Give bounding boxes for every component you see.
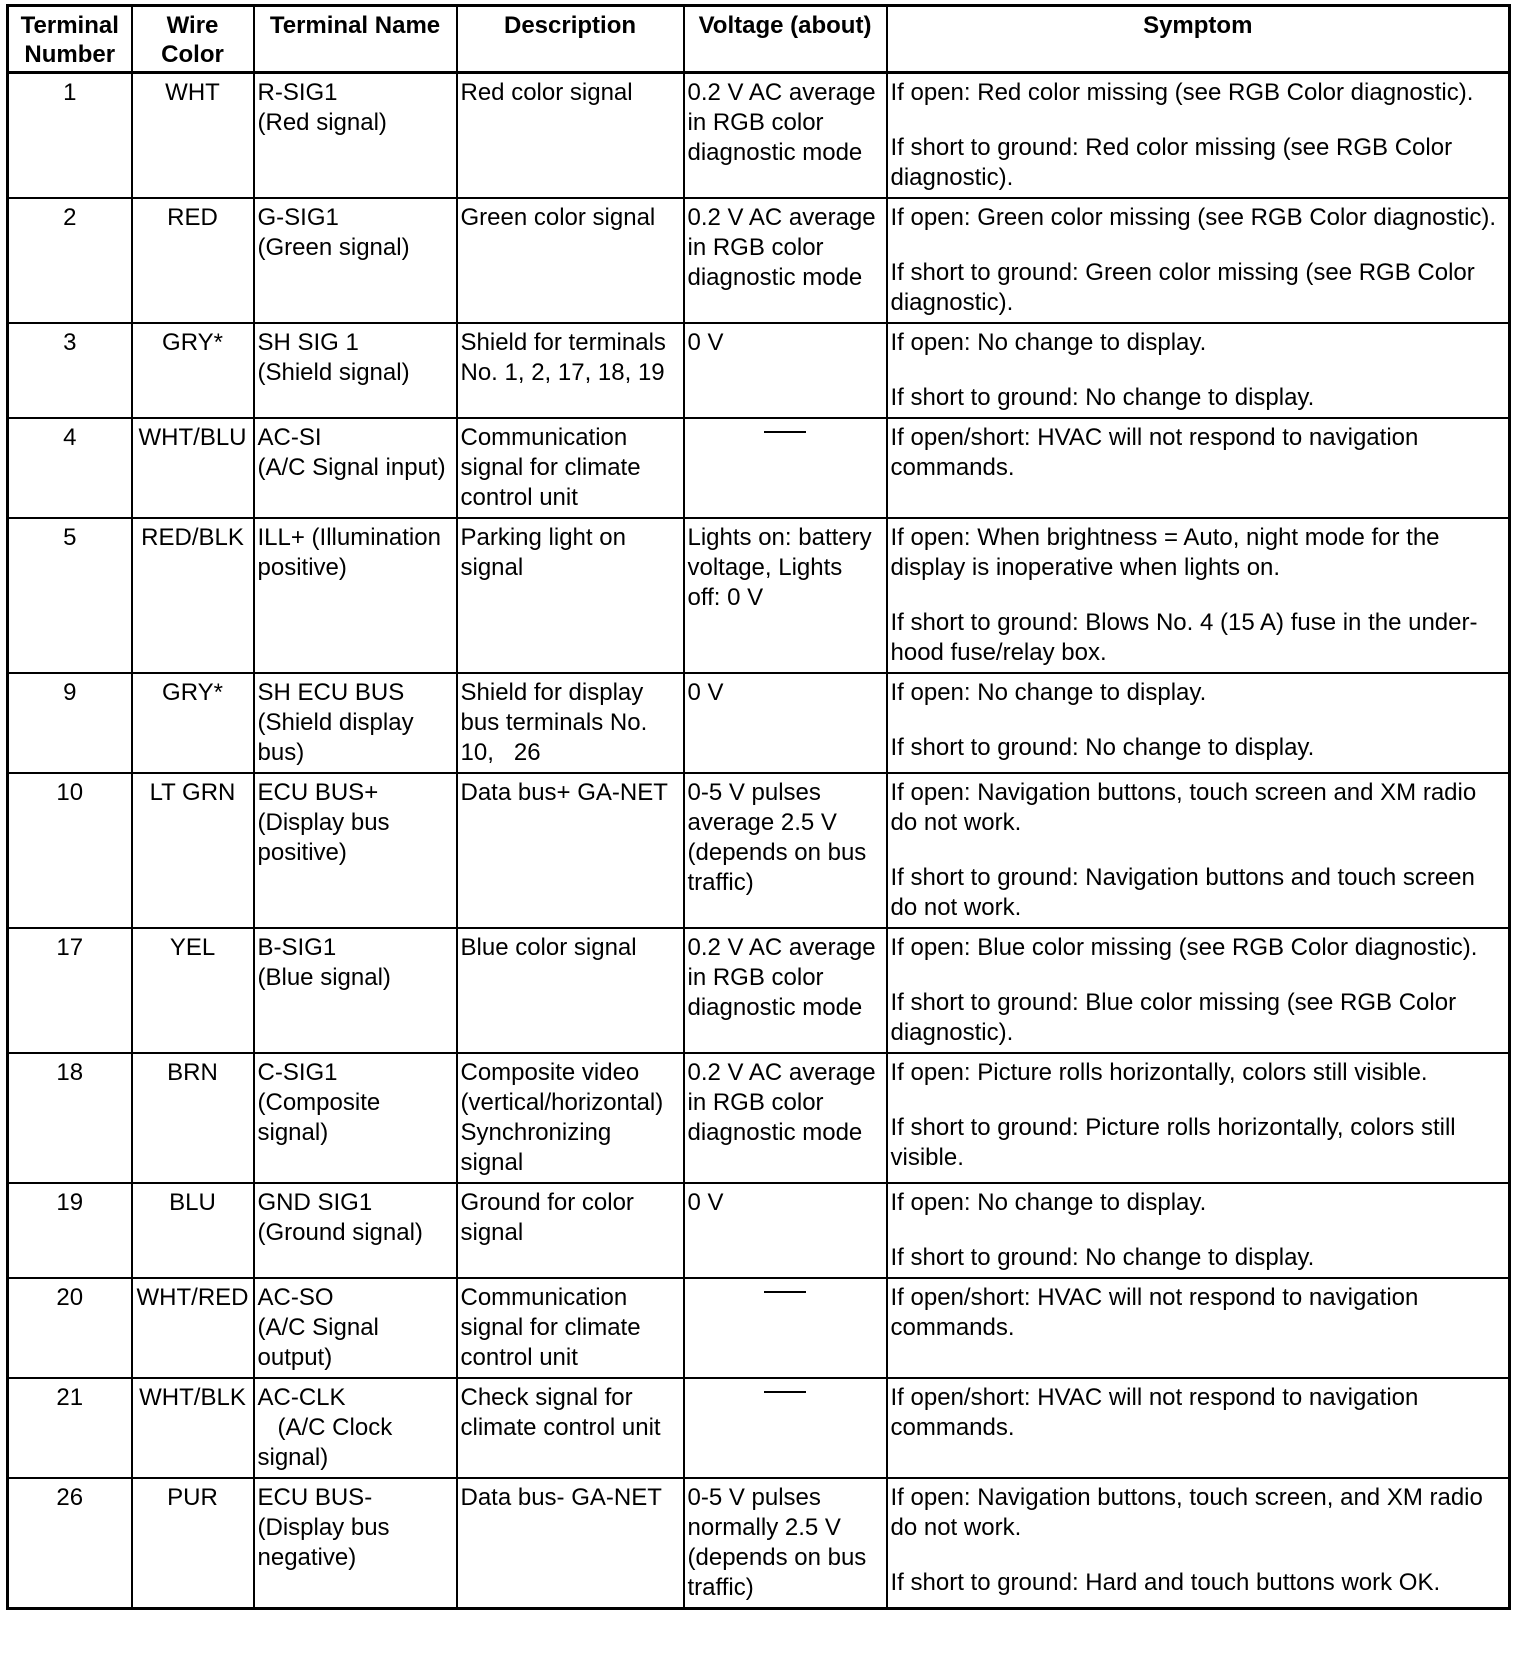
terminal-name-cell (254, 1053, 457, 1183)
wire-color-cell: PUR (132, 1478, 254, 1609)
dash-mark (764, 431, 806, 433)
wire-color-cell: BLU (132, 1183, 254, 1278)
symptom-paragraph: If open: Blue color missing (see RGB Color diagnostic). (890, 934, 1478, 961)
symptom-paragraph: If short to ground: Blue color missing (see RGB Color diagnostic). (890, 989, 1457, 1046)
symptom-cell (887, 1053, 1510, 1183)
terminal-number-cell: 3 (8, 323, 132, 418)
terminal-name-cell (254, 1183, 457, 1278)
header-terminal-name: Terminal Name (254, 6, 457, 73)
terminal-name-line: ECU BUS+ (257, 779, 379, 806)
terminal-number-cell: 26 (8, 1478, 132, 1609)
wire-color-cell: BRN (132, 1053, 254, 1183)
description-line: Blue color signal (460, 934, 637, 961)
symptom-cell (887, 1278, 1510, 1378)
terminal-name-line: ILL+ (Illumination (257, 524, 441, 551)
terminal-number-cell: 17 (8, 928, 132, 1053)
description-line: Synchronizing (460, 1119, 612, 1146)
header-wire-color (132, 6, 254, 73)
terminal-number-cell: 19 (8, 1183, 132, 1278)
symptom-cell (887, 1478, 1510, 1609)
description-cell (457, 1378, 684, 1478)
description-line: No. 1, 2, 17, 18, 19 (460, 359, 665, 386)
terminal-name-line: bus) (257, 739, 305, 766)
voltage-cell (684, 1478, 887, 1609)
terminal-name-line: (Ground signal) (257, 1219, 423, 1246)
terminal-name-line: (Red signal) (257, 109, 387, 136)
table-row (8, 518, 1510, 673)
symptom-cell (887, 773, 1510, 928)
description-line: 10, 26 (460, 739, 541, 766)
terminal-name-line: ECU BUS- (257, 1484, 373, 1511)
header-row (8, 6, 1510, 73)
terminal-name-line: AC-SI (257, 424, 322, 451)
voltage-line: (depends on bus (687, 1544, 867, 1571)
voltage-cell (684, 1278, 887, 1378)
symptom-cell (887, 518, 1510, 673)
wire-color-cell: WHT/BLU (132, 418, 254, 518)
voltage-cell (684, 773, 887, 928)
voltage-line: traffic) (687, 869, 754, 896)
wire-color-cell: GRY* (132, 323, 254, 418)
description-line: signal for climate (460, 1314, 641, 1341)
voltage-line: traffic) (687, 1574, 754, 1601)
voltage-line: 0.2 V AC average (687, 79, 876, 106)
symptom-cell (887, 418, 1510, 518)
symptom-paragraph: If short to ground: No change to display. (890, 1244, 1315, 1271)
wire-color-cell: WHT (132, 73, 254, 199)
terminal-number-cell: 18 (8, 1053, 132, 1183)
terminal-name-line: signal) (257, 1119, 329, 1146)
table-row (8, 198, 1510, 323)
terminal-number-cell: 5 (8, 518, 132, 673)
terminal-name-line: positive) (257, 554, 347, 581)
dash-mark (764, 1391, 806, 1393)
voltage-line: in RGB color (687, 1089, 824, 1116)
header-symptom: Symptom (887, 6, 1510, 73)
terminal-name-cell (254, 673, 457, 773)
description-line: signal (460, 1149, 524, 1176)
terminal-name-line: (Blue signal) (257, 964, 391, 991)
description-line: control unit (460, 1344, 578, 1371)
symptom-cell (887, 1378, 1510, 1478)
voltage-line: in RGB color (687, 109, 824, 136)
voltage-line: in RGB color (687, 234, 824, 261)
voltage-line: Lights on: battery (687, 524, 872, 551)
terminal-name-line: positive) (257, 839, 347, 866)
symptom-paragraph: If open: Picture rolls horizontally, colors still visible. (890, 1059, 1428, 1086)
voltage-line: diagnostic mode (687, 1119, 863, 1146)
voltage-line: 0-5 V pulses (687, 779, 821, 806)
voltage-line: 0 V (687, 679, 724, 706)
description-cell (457, 418, 684, 518)
voltage-line: 0.2 V AC average (687, 1059, 876, 1086)
description-cell (457, 1053, 684, 1183)
symptom-paragraph: If open: Green color missing (see RGB Color diagnostic). (890, 204, 1497, 231)
terminal-name-line: (A/C Signal input) (257, 454, 446, 481)
table-row (8, 673, 1510, 773)
symptom-cell (887, 928, 1510, 1053)
terminal-name-line: AC-CLK (257, 1384, 346, 1411)
symptom-paragraph: If short to ground: Picture rolls horizontally, colors still visible. (890, 1114, 1456, 1171)
table-row (8, 1053, 1510, 1183)
description-line: signal for climate (460, 454, 641, 481)
terminal-table-wrapper (6, 4, 1508, 1610)
terminal-name-cell (254, 418, 457, 518)
description-cell (457, 773, 684, 928)
symptom-cell (887, 198, 1510, 323)
terminal-table (6, 4, 1511, 1610)
terminal-name-line: signal) (257, 1444, 329, 1471)
terminal-name-line: negative) (257, 1544, 357, 1571)
description-cell (457, 1478, 684, 1609)
description-line: Ground for color (460, 1189, 634, 1216)
terminal-name-cell (254, 928, 457, 1053)
header-wire-color-line2: Color (161, 41, 224, 68)
description-cell (457, 73, 684, 199)
terminal-name-cell (254, 323, 457, 418)
description-cell (457, 1183, 684, 1278)
table-header (8, 6, 1510, 73)
description-cell (457, 928, 684, 1053)
description-line: Check signal for (460, 1384, 633, 1411)
voltage-cell (684, 1053, 887, 1183)
table-row (8, 1478, 1510, 1609)
terminal-name-line: (Display bus (257, 809, 390, 836)
voltage-cell (684, 73, 887, 199)
terminal-name-line: (Composite (257, 1089, 381, 1116)
table-row (8, 323, 1510, 418)
symptom-paragraph: If open: When brightness = Auto, night mode for the display is inoperative when lights on. (890, 524, 1440, 581)
description-line: climate control unit (460, 1414, 661, 1441)
voltage-line: normally 2.5 V (687, 1514, 841, 1541)
voltage-line: 0.2 V AC average (687, 934, 876, 961)
terminal-name-line: G-SIG1 (257, 204, 339, 231)
terminal-name-line: (A/C Clock (257, 1414, 393, 1441)
table-row (8, 1378, 1510, 1478)
symptom-paragraph: If open/short: HVAC will not respond to navigation commands. (890, 424, 1419, 481)
terminal-number-cell: 20 (8, 1278, 132, 1378)
header-description: Description (457, 6, 684, 73)
voltage-cell (684, 418, 887, 518)
description-line: (vertical/horizontal) (460, 1089, 664, 1116)
terminal-number-cell: 1 (8, 73, 132, 199)
description-line: Data bus- GA-NET (460, 1484, 662, 1511)
terminal-name-cell (254, 73, 457, 199)
header-terminal-number (8, 6, 132, 73)
terminal-number-cell: 9 (8, 673, 132, 773)
voltage-cell (684, 1378, 887, 1478)
terminal-name-cell (254, 518, 457, 673)
symptom-paragraph: If short to ground: Green color missing (see RGB Color diagnostic). (890, 259, 1475, 316)
voltage-line: diagnostic mode (687, 139, 863, 166)
symptom-paragraph: If short to ground: No change to display. (890, 384, 1315, 411)
terminal-name-line: R-SIG1 (257, 79, 338, 106)
terminal-name-line: SH SIG 1 (257, 329, 359, 356)
voltage-line: off: 0 V (687, 584, 764, 611)
wire-color-cell: WHT/RED (132, 1278, 254, 1378)
terminal-name-line: (Display bus (257, 1514, 390, 1541)
terminal-name-cell (254, 198, 457, 323)
voltage-cell (684, 928, 887, 1053)
header-wire-color-line1: Wire (166, 12, 219, 39)
description-line: Parking light on (460, 524, 626, 551)
header-voltage: Voltage (about) (684, 6, 887, 73)
symptom-cell (887, 673, 1510, 773)
voltage-line: voltage, Lights (687, 554, 843, 581)
table-row (8, 1183, 1510, 1278)
description-cell (457, 673, 684, 773)
voltage-line: 0 V (687, 1189, 724, 1216)
description-cell (457, 1278, 684, 1378)
symptom-paragraph: If short to ground: Blows No. 4 (15 A) fuse in the under-hood fuse/relay box. (890, 609, 1478, 666)
description-line: signal (460, 554, 524, 581)
terminal-name-line: (Green signal) (257, 234, 410, 261)
voltage-line: 0.2 V AC average (687, 204, 876, 231)
terminal-number-cell: 10 (8, 773, 132, 928)
table-row (8, 73, 1510, 199)
terminal-name-line: output) (257, 1344, 333, 1371)
symptom-paragraph: If open: No change to display. (890, 679, 1207, 706)
description-cell (457, 323, 684, 418)
symptom-paragraph: If open: Red color missing (see RGB Color diagnostic). (890, 79, 1474, 106)
voltage-line: average 2.5 V (687, 809, 837, 836)
terminal-name-line: AC-SO (257, 1284, 334, 1311)
description-line: control unit (460, 484, 578, 511)
description-line: Composite video (460, 1059, 640, 1086)
voltage-cell (684, 323, 887, 418)
symptom-paragraph: If open/short: HVAC will not respond to navigation commands. (890, 1284, 1419, 1341)
terminal-number-cell: 21 (8, 1378, 132, 1478)
symptom-cell (887, 323, 1510, 418)
wire-color-cell: YEL (132, 928, 254, 1053)
table-row (8, 418, 1510, 518)
table-row (8, 928, 1510, 1053)
description-line: Communication (460, 1284, 628, 1311)
terminal-name-line: SH ECU BUS (257, 679, 405, 706)
terminal-name-line: GND SIG1 (257, 1189, 373, 1216)
terminal-name-line: B-SIG1 (257, 934, 337, 961)
voltage-cell (684, 1183, 887, 1278)
voltage-line: diagnostic mode (687, 264, 863, 291)
description-line: signal (460, 1219, 524, 1246)
symptom-paragraph: If short to ground: No change to display. (890, 734, 1315, 761)
terminal-name-cell (254, 1278, 457, 1378)
voltage-line: 0 V (687, 329, 724, 356)
description-line: Shield for display (460, 679, 644, 706)
symptom-paragraph: If open/short: HVAC will not respond to navigation commands. (890, 1384, 1419, 1441)
voltage-cell (684, 673, 887, 773)
table-row (8, 773, 1510, 928)
voltage-line: 0-5 V pulses (687, 1484, 821, 1511)
description-cell (457, 518, 684, 673)
description-line: Shield for terminals (460, 329, 666, 356)
terminal-name-line: (Shield signal) (257, 359, 410, 386)
wire-color-cell: RED (132, 198, 254, 323)
symptom-cell (887, 73, 1510, 199)
voltage-cell (684, 518, 887, 673)
terminal-name-line: (A/C Signal (257, 1314, 379, 1341)
symptom-paragraph: If short to ground: Red color missing (see RGB Color diagnostic). (890, 134, 1453, 191)
terminal-name-cell (254, 773, 457, 928)
description-line: Green color signal (460, 204, 656, 231)
terminal-number-cell: 2 (8, 198, 132, 323)
description-line: Communication (460, 424, 628, 451)
description-cell (457, 198, 684, 323)
header-terminal-number-line1: Terminal (20, 12, 119, 39)
symptom-cell (887, 1183, 1510, 1278)
wire-color-cell: LT GRN (132, 773, 254, 928)
symptom-paragraph: If open: Navigation buttons, touch screen and XM radio do not work. (890, 779, 1477, 836)
header-terminal-number-line2: Number (24, 41, 116, 68)
symptom-paragraph: If short to ground: Navigation buttons and touch screen do not work. (890, 864, 1475, 921)
symptom-paragraph: If short to ground: Hard and touch buttons work OK. (890, 1569, 1441, 1596)
terminal-name-line: (Shield display (257, 709, 414, 736)
terminal-name-cell (254, 1378, 457, 1478)
terminal-name-line: C-SIG1 (257, 1059, 338, 1086)
wire-color-cell: RED/BLK (132, 518, 254, 673)
description-line: bus terminals No. (460, 709, 648, 736)
voltage-line: (depends on bus (687, 839, 867, 866)
symptom-paragraph: If open: Navigation buttons, touch screen, and XM radio do not work. (890, 1484, 1483, 1541)
table-body (8, 73, 1510, 1609)
table-row (8, 1278, 1510, 1378)
symptom-paragraph: If open: No change to display. (890, 329, 1207, 356)
voltage-line: in RGB color (687, 964, 824, 991)
wire-color-cell: WHT/BLK (132, 1378, 254, 1478)
terminal-number-cell: 4 (8, 418, 132, 518)
description-line: Data bus+ GA-NET (460, 779, 668, 806)
symptom-paragraph: If open: No change to display. (890, 1189, 1207, 1216)
voltage-cell (684, 198, 887, 323)
wire-color-cell: GRY* (132, 673, 254, 773)
terminal-name-cell (254, 1478, 457, 1609)
dash-mark (764, 1291, 806, 1293)
description-line: Red color signal (460, 79, 633, 106)
voltage-line: diagnostic mode (687, 994, 863, 1021)
